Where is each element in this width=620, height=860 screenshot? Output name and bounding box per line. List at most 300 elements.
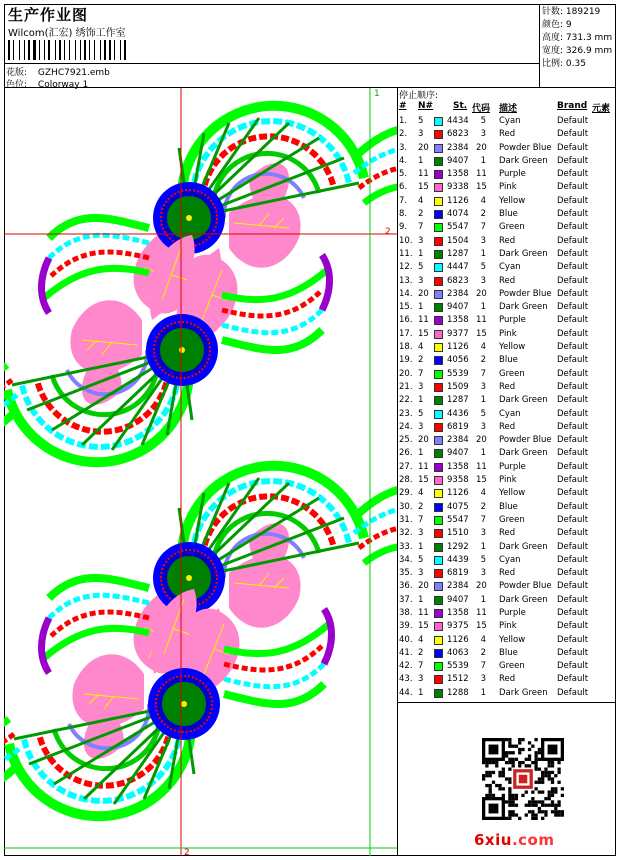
table-row — [398, 580, 616, 593]
row-brand: Default — [557, 475, 589, 486]
barcode — [8, 40, 154, 60]
row-stitches: 1358 — [447, 607, 469, 618]
row-index: 39. — [399, 621, 413, 632]
table-row — [398, 128, 616, 141]
row-index: 20. — [399, 368, 413, 379]
row-description: Powder Blue — [499, 581, 552, 592]
row-index: 17. — [399, 328, 413, 339]
row-stitches: 1358 — [447, 461, 469, 472]
row-brand: Default — [557, 209, 589, 220]
row-brand: Default — [557, 568, 589, 579]
row-index: 25. — [399, 435, 413, 446]
row-index: 36. — [399, 581, 413, 592]
row-description: Yellow — [499, 342, 526, 353]
row-needle: 3 — [418, 381, 424, 392]
row-description: Red — [499, 381, 516, 392]
row-description: Dark Green — [499, 594, 548, 605]
row-stitches: 5539 — [447, 661, 469, 672]
site-main: 6xiu — [474, 831, 512, 849]
table-row — [398, 514, 616, 527]
color-swatch — [434, 303, 443, 312]
row-needle: 15 — [418, 328, 429, 339]
table-row — [398, 421, 616, 434]
table-row — [398, 288, 616, 301]
color-swatch — [434, 370, 443, 379]
color-swatch — [434, 649, 443, 658]
color-swatch — [434, 237, 443, 246]
row-description: Dark Green — [499, 248, 548, 259]
row-needle: 3 — [418, 568, 424, 579]
row-index: 13. — [399, 275, 413, 286]
row-needle: 20 — [418, 435, 429, 446]
row-needle: 20 — [418, 288, 429, 299]
row-description: Dark Green — [499, 155, 548, 166]
row-description: Dark Green — [499, 541, 548, 552]
row-brand: Default — [557, 395, 589, 406]
row-description: Red — [499, 275, 516, 286]
row-needle: 1 — [418, 248, 424, 259]
row-index: 16. — [399, 315, 413, 326]
table-row — [398, 354, 616, 367]
row-index: 21. — [399, 381, 413, 392]
row-code: 11 — [476, 169, 487, 180]
table-row — [398, 301, 616, 314]
color-swatch — [434, 356, 443, 365]
color-swatch — [434, 396, 443, 405]
row-brand: Default — [557, 302, 589, 313]
colorway-label: 色位: — [6, 80, 28, 90]
row-needle: 11 — [418, 607, 429, 618]
row-brand: Default — [557, 541, 589, 552]
row-index: 3. — [399, 142, 408, 153]
row-index: 9. — [399, 222, 408, 233]
row-code: 4 — [480, 634, 486, 645]
row-code: 11 — [476, 461, 487, 472]
row-stitches: 6819 — [447, 568, 469, 579]
row-description: Powder Blue — [499, 142, 552, 153]
table-row — [398, 660, 616, 673]
row-brand: Default — [557, 155, 589, 166]
row-brand: Default — [557, 368, 589, 379]
header — [4, 4, 540, 88]
row-code: 1 — [480, 302, 486, 313]
row-brand: Default — [557, 408, 589, 419]
color-swatch — [434, 157, 443, 166]
row-needle: 15 — [418, 621, 429, 632]
table-row — [398, 181, 616, 194]
row-stitches: 5539 — [447, 368, 469, 379]
row-stitches: 9407 — [447, 155, 469, 166]
row-code: 4 — [480, 488, 486, 499]
row-brand: Default — [557, 342, 589, 353]
row-brand: Default — [557, 674, 589, 685]
row-brand: Default — [557, 647, 589, 658]
stop-sequence-rows — [398, 115, 616, 700]
row-brand: Default — [557, 116, 589, 126]
row-needle: 11 — [418, 169, 429, 180]
row-stitches: 9377 — [447, 328, 469, 339]
table-row — [398, 594, 616, 607]
color-swatch — [434, 183, 443, 192]
row-stitches: 1126 — [447, 195, 469, 206]
row-stitches: 4074 — [447, 209, 469, 220]
row-brand: Default — [557, 514, 589, 525]
row-description: Powder Blue — [499, 435, 552, 446]
row-needle: 1 — [418, 687, 424, 698]
color-swatch — [434, 556, 443, 565]
row-code: 3 — [480, 381, 486, 392]
row-code: 7 — [480, 661, 486, 672]
table-row — [398, 408, 616, 421]
row-brand: Default — [557, 461, 589, 472]
row-code: 2 — [480, 647, 486, 658]
row-needle: 1 — [418, 541, 424, 552]
row-needle: 1 — [418, 302, 424, 313]
row-stitches: 4447 — [447, 262, 469, 273]
row-description: Purple — [499, 461, 526, 472]
color-swatch — [434, 250, 443, 259]
row-stitches: 6823 — [447, 275, 469, 286]
row-description: Blue — [499, 647, 518, 658]
row-description: Purple — [499, 315, 526, 326]
row-needle: 7 — [418, 514, 424, 525]
row-description: Pink — [499, 182, 517, 193]
table-row — [398, 447, 616, 460]
divider — [4, 63, 539, 64]
row-stitches: 9338 — [447, 182, 469, 193]
color-swatch — [434, 144, 443, 153]
color-swatch — [434, 210, 443, 219]
row-code: 11 — [476, 607, 487, 618]
table-row — [398, 647, 616, 660]
row-description: Red — [499, 421, 516, 432]
row-code: 5 — [480, 408, 486, 419]
table-row — [398, 314, 616, 327]
color-swatch — [434, 529, 443, 538]
row-code: 7 — [480, 368, 486, 379]
row-index: 41. — [399, 647, 413, 658]
row-code: 1 — [480, 448, 486, 459]
row-description: Pink — [499, 475, 517, 486]
table-row — [398, 341, 616, 354]
row-needle: 2 — [418, 501, 424, 512]
row-stitches: 4063 — [447, 647, 469, 658]
color-swatch — [434, 343, 443, 352]
row-code: 3 — [480, 674, 486, 685]
stop-sequence-panel — [398, 88, 616, 702]
site-watermark — [474, 831, 554, 849]
row-needle: 20 — [418, 581, 429, 592]
row-brand: Default — [557, 288, 589, 299]
row-brand: Default — [557, 355, 589, 366]
guide-marker-2-bottom: 2 — [184, 848, 190, 856]
row-description: Dark Green — [499, 395, 548, 406]
row-code: 15 — [476, 328, 487, 339]
row-description: Green — [499, 222, 525, 233]
row-needle: 3 — [418, 235, 424, 246]
row-code: 5 — [480, 554, 486, 565]
row-code: 3 — [480, 275, 486, 286]
row-brand: Default — [557, 581, 589, 592]
row-stitches: 1504 — [447, 235, 469, 246]
row-index: 27. — [399, 461, 413, 472]
color-swatch — [434, 476, 443, 485]
row-needle: 15 — [418, 182, 429, 193]
row-index: 44. — [399, 687, 413, 698]
row-stitches: 2384 — [447, 581, 469, 592]
row-stitches: 4436 — [447, 408, 469, 419]
row-stitches: 5547 — [447, 514, 469, 525]
row-needle: 11 — [418, 461, 429, 472]
table-row — [398, 275, 616, 288]
color-swatch — [434, 622, 443, 631]
table-row — [398, 115, 616, 128]
row-brand: Default — [557, 448, 589, 459]
stat-colors: 颜色: 9 — [542, 20, 572, 30]
stats-panel — [540, 4, 616, 88]
row-code: 15 — [476, 182, 487, 193]
row-code: 3 — [480, 235, 486, 246]
row-stitches: 9407 — [447, 448, 469, 459]
table-row — [398, 567, 616, 580]
row-brand: Default — [557, 222, 589, 233]
table-row — [398, 501, 616, 514]
table-row — [398, 381, 616, 394]
row-description: Dark Green — [499, 448, 548, 459]
row-stitches: 6823 — [447, 129, 469, 140]
color-swatch — [434, 423, 443, 432]
color-swatch — [434, 489, 443, 498]
row-description: Powder Blue — [499, 288, 552, 299]
row-needle: 5 — [418, 408, 424, 419]
row-needle: 7 — [418, 661, 424, 672]
row-code: 20 — [476, 581, 487, 592]
row-description: Dark Green — [499, 302, 548, 313]
qr-code — [482, 738, 564, 820]
row-code: 5 — [480, 116, 486, 126]
table-row — [398, 554, 616, 567]
row-needle: 15 — [418, 475, 429, 486]
row-stitches: 1287 — [447, 395, 469, 406]
row-needle: 20 — [418, 142, 429, 153]
row-description: Yellow — [499, 488, 526, 499]
row-code: 1 — [480, 155, 486, 166]
col-element: 元素 — [592, 104, 611, 114]
qr-section — [398, 702, 616, 856]
row-brand: Default — [557, 169, 589, 180]
row-stitches: 1288 — [447, 687, 469, 698]
row-index: 1. — [399, 116, 408, 126]
color-swatch — [434, 316, 443, 325]
stat-stitches: 针数: 189219 — [542, 7, 601, 17]
row-index: 29. — [399, 488, 413, 499]
row-stitches: 4434 — [447, 116, 469, 126]
row-code: 4 — [480, 342, 486, 353]
row-stitches: 1358 — [447, 169, 469, 180]
row-code: 3 — [480, 528, 486, 539]
color-swatch — [434, 449, 443, 458]
col-index: # — [399, 101, 407, 111]
row-description: Yellow — [499, 195, 526, 206]
table-row — [398, 527, 616, 540]
row-index: 2. — [399, 129, 408, 140]
table-row — [398, 368, 616, 381]
row-brand: Default — [557, 235, 589, 246]
row-index: 19. — [399, 355, 413, 366]
color-swatch — [434, 463, 443, 472]
stat-height: 高度: 731.3 mm — [542, 33, 613, 43]
row-brand: Default — [557, 687, 589, 698]
row-needle: 1 — [418, 594, 424, 605]
row-description: Cyan — [499, 408, 521, 419]
guide-marker-2-right: 2 — [385, 227, 391, 237]
table-row — [398, 474, 616, 487]
row-brand: Default — [557, 248, 589, 259]
color-swatch — [434, 436, 443, 445]
row-code: 20 — [476, 435, 487, 446]
col-stitches: St. — [453, 101, 468, 111]
table-row — [398, 394, 616, 407]
row-index: 43. — [399, 674, 413, 685]
row-needle: 2 — [418, 647, 424, 658]
col-needle: N# — [418, 101, 434, 111]
row-needle: 11 — [418, 315, 429, 326]
table-row — [398, 328, 616, 341]
row-description: Pink — [499, 621, 517, 632]
color-swatch — [434, 662, 443, 671]
row-stitches: 4056 — [447, 355, 469, 366]
row-index: 28. — [399, 475, 413, 486]
row-description: Blue — [499, 355, 518, 366]
row-needle: 4 — [418, 195, 424, 206]
table-row — [398, 235, 616, 248]
color-swatch — [434, 277, 443, 286]
row-description: Green — [499, 514, 525, 525]
row-stitches: 1510 — [447, 528, 469, 539]
row-brand: Default — [557, 528, 589, 539]
row-code: 7 — [480, 514, 486, 525]
row-stitches: 2384 — [447, 142, 469, 153]
row-stitches: 9375 — [447, 621, 469, 632]
row-description: Yellow — [499, 634, 526, 645]
row-brand: Default — [557, 142, 589, 153]
color-swatch — [434, 675, 443, 684]
row-description: Dark Green — [499, 687, 548, 698]
color-swatch — [434, 516, 443, 525]
row-index: 12. — [399, 262, 413, 273]
row-index: 37. — [399, 594, 413, 605]
row-index: 32. — [399, 528, 413, 539]
row-index: 6. — [399, 182, 408, 193]
row-index: 5. — [399, 169, 408, 180]
row-needle: 2 — [418, 209, 424, 220]
row-index: 11. — [399, 248, 413, 259]
table-row — [398, 434, 616, 447]
color-swatch — [434, 117, 443, 126]
row-needle: 1 — [418, 448, 424, 459]
row-code: 1 — [480, 594, 486, 605]
row-stitches: 5547 — [447, 222, 469, 233]
color-swatch — [434, 130, 443, 139]
row-code: 15 — [476, 621, 487, 632]
embroidery-artwork — [4, 88, 398, 856]
row-needle: 5 — [418, 262, 424, 273]
row-brand: Default — [557, 381, 589, 392]
table-row — [398, 461, 616, 474]
color-swatch — [434, 330, 443, 339]
row-brand: Default — [557, 607, 589, 618]
row-brand: Default — [557, 275, 589, 286]
table-row — [398, 208, 616, 221]
row-needle: 3 — [418, 674, 424, 685]
table-header — [398, 101, 616, 113]
row-needle: 2 — [418, 355, 424, 366]
row-code: 2 — [480, 501, 486, 512]
row-index: 40. — [399, 634, 413, 645]
row-needle: 1 — [418, 155, 424, 166]
row-stitches: 1126 — [447, 342, 469, 353]
row-brand: Default — [557, 488, 589, 499]
row-index: 33. — [399, 541, 413, 552]
row-stitches: 1292 — [447, 541, 469, 552]
row-index: 14. — [399, 288, 413, 299]
row-brand: Default — [557, 634, 589, 645]
col-code: 代码 — [472, 104, 491, 114]
table-row — [398, 673, 616, 686]
row-stitches: 2384 — [447, 435, 469, 446]
page-title: 生产作业图 — [8, 6, 89, 24]
row-brand: Default — [557, 621, 589, 632]
row-index: 4. — [399, 155, 408, 166]
row-description: Red — [499, 129, 516, 140]
table-row — [398, 221, 616, 234]
color-swatch — [434, 263, 443, 272]
row-index: 18. — [399, 342, 413, 353]
row-stitches: 1287 — [447, 248, 469, 259]
row-index: 30. — [399, 501, 413, 512]
table-row — [398, 142, 616, 155]
color-swatch — [434, 197, 443, 206]
design-preview — [4, 88, 398, 856]
company-name: Wilcom(汇宏) 绣饰工作室 — [8, 28, 126, 39]
row-index: 23. — [399, 408, 413, 419]
row-needle: 4 — [418, 488, 424, 499]
table-row — [398, 634, 616, 647]
row-needle: 3 — [418, 528, 424, 539]
table-row — [398, 620, 616, 633]
row-code: 20 — [476, 142, 487, 153]
row-description: Pink — [499, 328, 517, 339]
row-brand: Default — [557, 129, 589, 140]
row-needle: 7 — [418, 222, 424, 233]
row-index: 42. — [399, 661, 413, 672]
color-swatch — [434, 689, 443, 698]
row-code: 3 — [480, 568, 486, 579]
row-stitches: 9407 — [447, 302, 469, 313]
table-row — [398, 155, 616, 168]
row-code: 5 — [480, 262, 486, 273]
row-code: 20 — [476, 288, 487, 299]
color-swatch — [434, 223, 443, 232]
row-code: 15 — [476, 475, 487, 486]
guide-marker-1: 1 — [374, 89, 380, 99]
row-brand: Default — [557, 262, 589, 273]
row-description: Purple — [499, 607, 526, 618]
row-brand: Default — [557, 182, 589, 193]
row-stitches: 4439 — [447, 554, 469, 565]
color-swatch — [434, 543, 443, 552]
table-row — [398, 487, 616, 500]
